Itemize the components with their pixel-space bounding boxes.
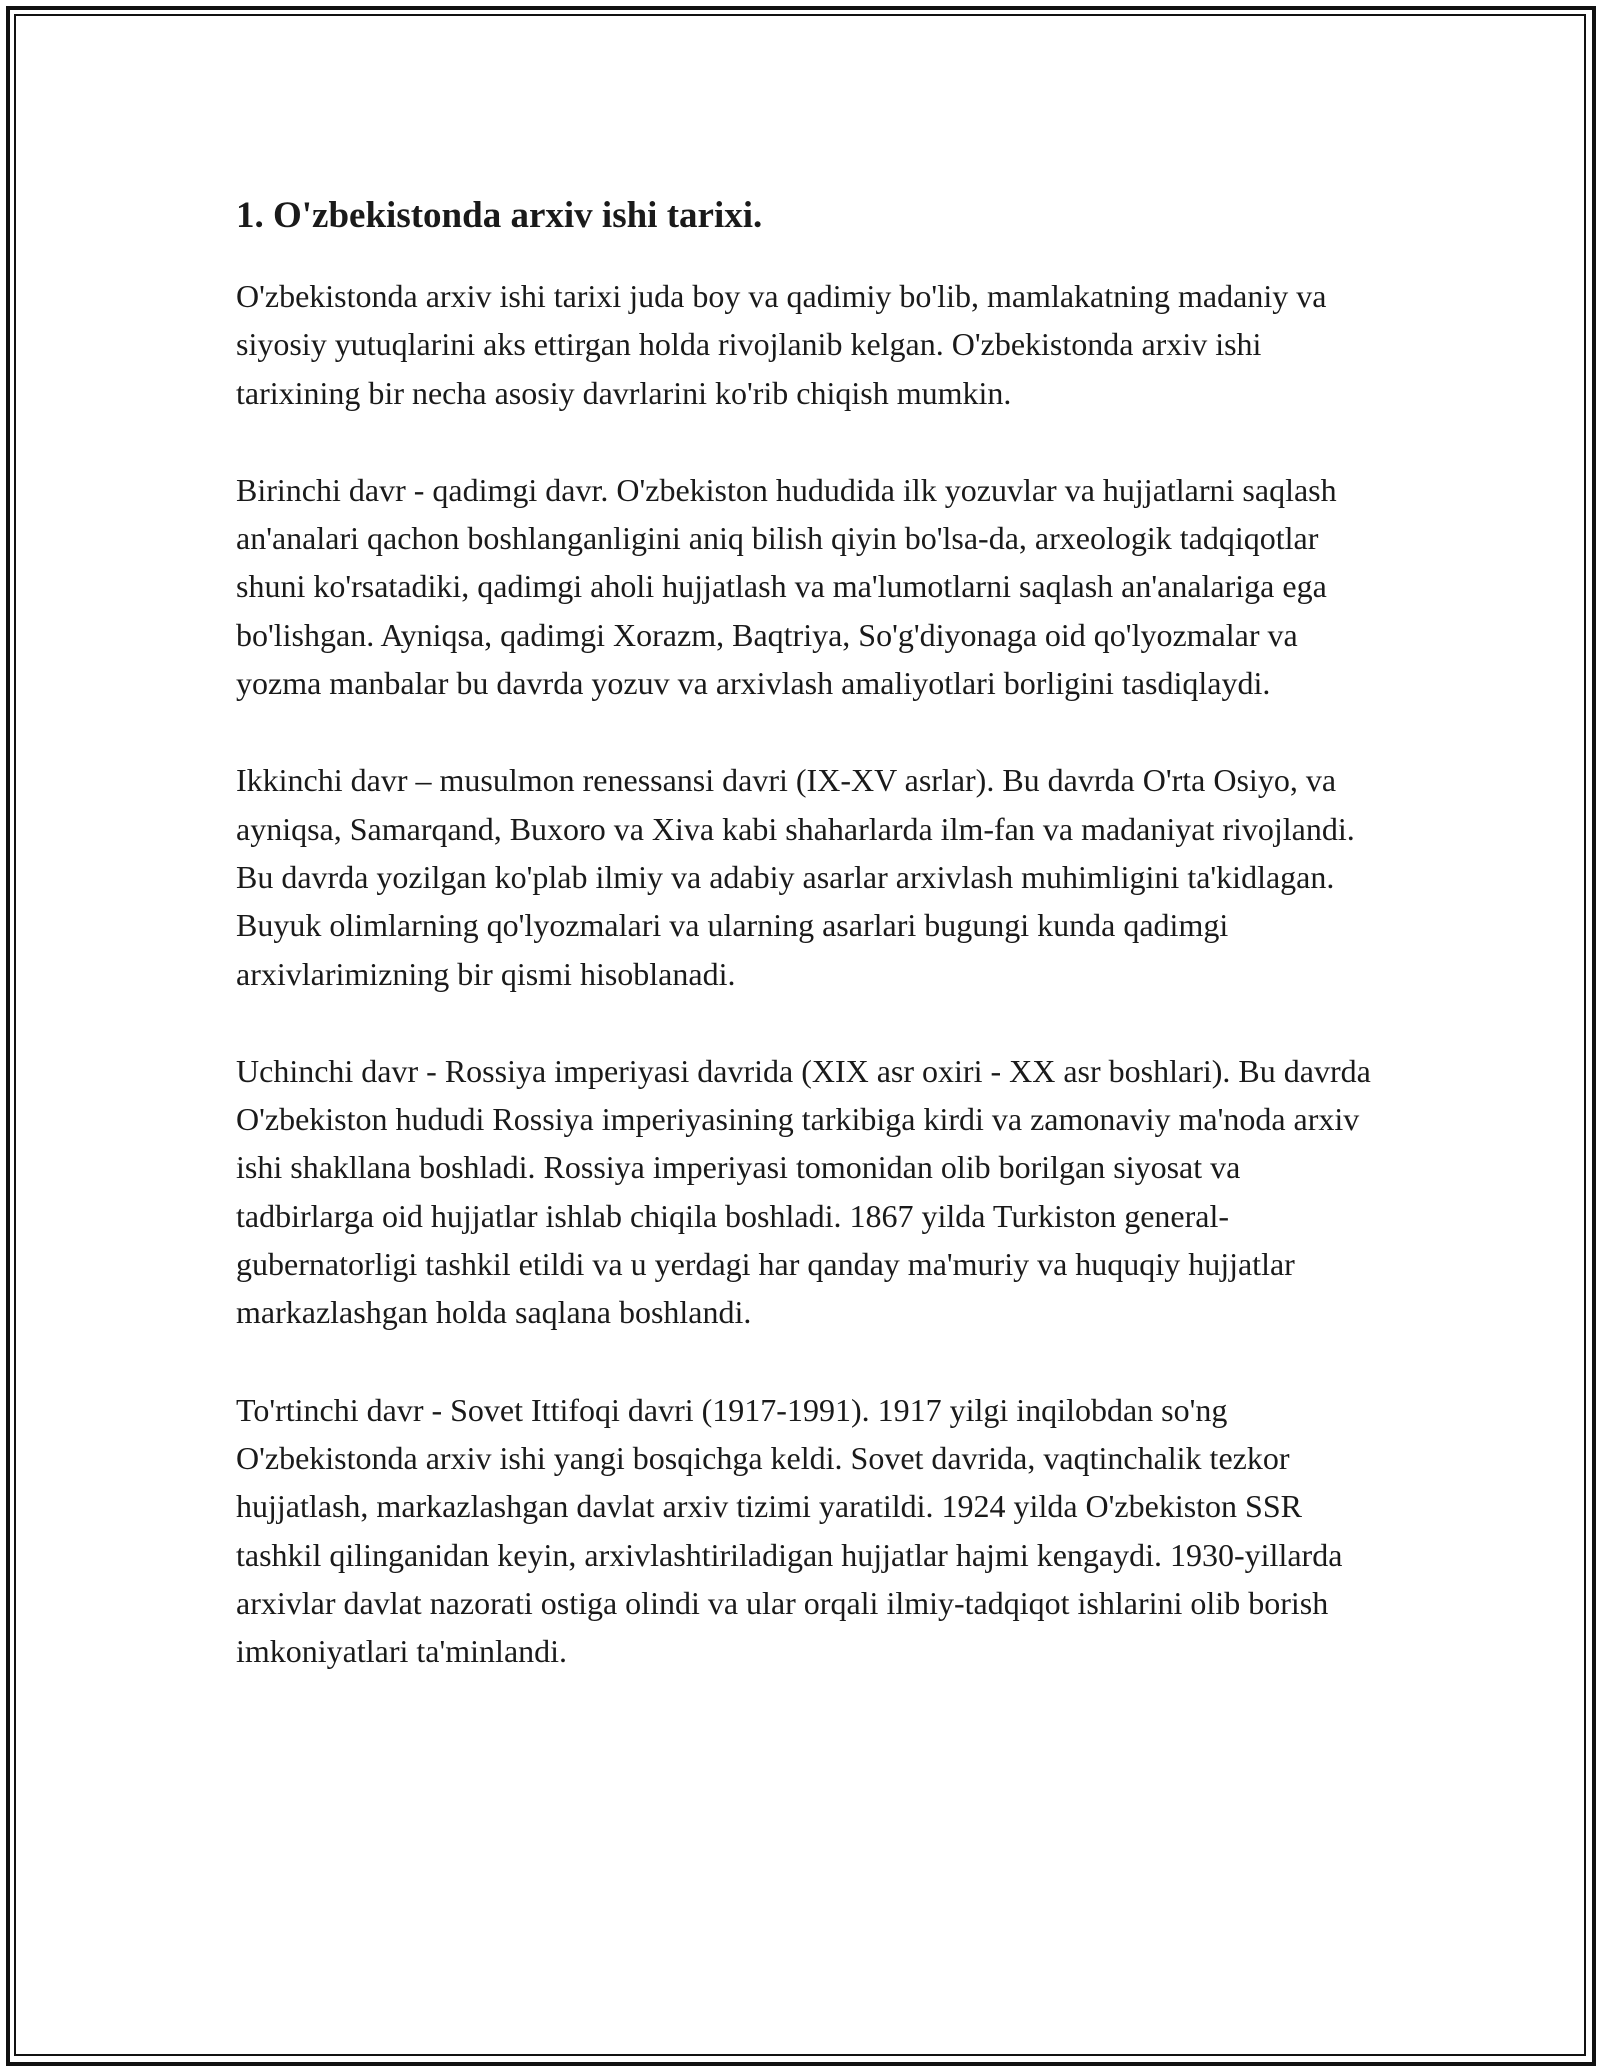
paragraph-second-period: Ikkinchi davr – musulmon renessansi davri (IX-XV asrlar). Bu davrda O'rta Osiyo, va ayniqsa, Samarqand, Buxoro va Xiva kabi shaharlarda ilm-fan va madaniyat rivojlandi. Bu davrda yozilgan ko'plab ilmiy va adabiy asarlar arxivlash muhimligini ta'kidlagan. Buyuk olimlarning qo'lyozmalari va ularning asarlari bugungi kunda qadimgi arxivlarimizning bir qismi hisoblanadi.: [236, 762, 1355, 992]
paragraph-first-period: Birinchi davr - qadimgi davr. O'zbekiston hududida ilk yozuvlar va hujjatlarni saqlash an'analari qachon boshlanganligini aniq bilish qiyin bo'lsa-da, arxeologik tadqiqotlar shuni ko'rsatadiki, qadimgi aholi hujjatlash va ma'lumotlarni saqlash an'analariga ega bo'lishgan. Ayniqsa, qadimgi Xorazm, Baqtriya, So'g'diyonaga oid qo'lyozmalar va yozma manbalar bu davrda yozuv va arxivlash amaliyotlari borligini tasdiqlaydi.: [236, 471, 1337, 702]
page-title: 1. O'zbekistonda arxiv ishi tarixi.: [236, 195, 763, 236]
document-body: [236, 188, 1376, 1724]
paragraph-intro: O'zbekistonda arxiv ishi tarixi juda boy va qadimiy bo'lib, mamlakatning madaniy va siyosiy yutuqlarini aks ettirgan holda rivojlanib kelgan. O'zbekistonda arxiv ishi tarixining bir necha asosiy davrlarini ko'rib chiqish mumkin.: [236, 278, 1327, 411]
paragraph-fourth-period: To'rtinchi davr - Sovet Ittifoqi davri (1917-1991). 1917 yilgi inqilobdan so'ng O'zbekistonda arxiv ishi yangi bosqichga keldi. Sovet davrida, vaqtinchalik tezkor hujjatlash, markazlashgan davlat arxiv tizimi yaratildi. 1924 yilda O'zbekiston SSR tashkil qilinganidan keyin, arxivlashtiriladigan hujjatlar hajmi kengaydi. 1930-yillarda arxivlar davlat nazorati ostiga olindi va ular orqali ilmiy-tadqiqot ishlarini olib borish imkoniyatlari ta'minlandi.: [236, 1391, 1343, 1670]
paragraph-third-period: Uchinchi davr - Rossiya imperiyasi davrida (XIX asr oxiri - XX asr boshlari). Bu davrda O'zbekiston hududi Rossiya imperiyasining tarkibiga kirdi va zamonaviy ma'noda arxiv ishi shakllana boshladi. Rossiya imperiyasi tomonidan olib borilgan siyosat va tadbirlarga oid hujjatlar ishlab chiqila boshladi. 1867 yilda Turkiston general-gubernatorligi tashkil etildi va u yerdagi har qanday ma'muriy va huquqiy hujjatlar markazlashgan holda saqlana boshlandi.: [236, 1052, 1371, 1331]
